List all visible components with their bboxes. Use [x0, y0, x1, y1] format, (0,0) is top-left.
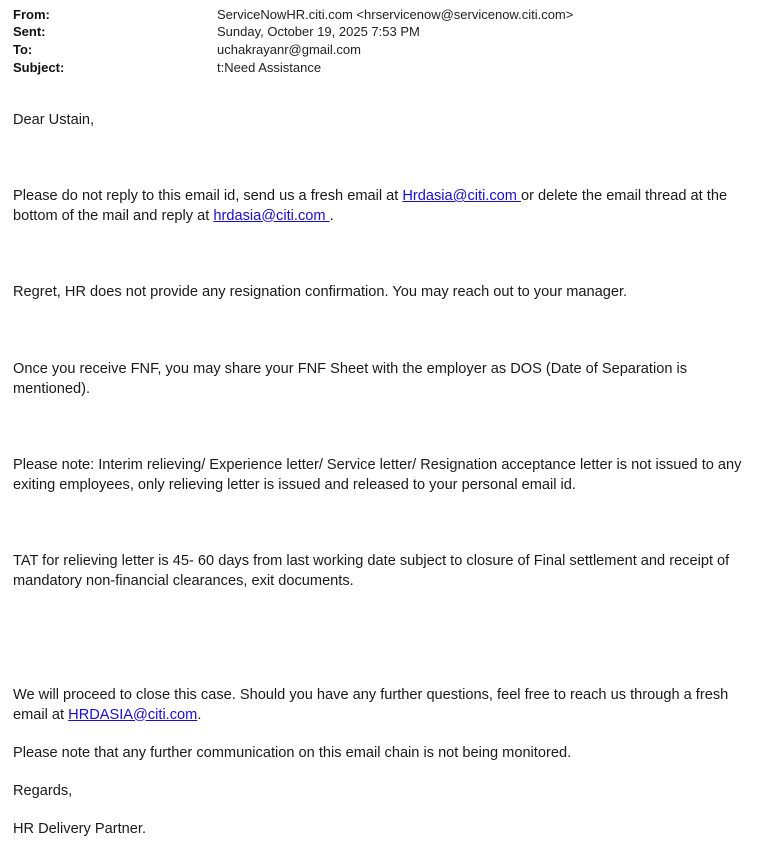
- email-header-to: [13, 41, 743, 59]
- subject-label: Subject:: [13, 60, 65, 75]
- from-label: From:: [13, 7, 50, 22]
- p6-text-a: We will proceed to close this case. Should you have any further questions, feel free to reach us through a fresh email at: [13, 687, 729, 723]
- paragraph-resignation-confirmation: Regret, HR does not provide any resignation confirmation. You may reach out to your manager.: [13, 284, 628, 300]
- paragraph-relieving-letters: Please note: Interim relieving/ Experience letter/ Service letter/ Resignation acceptance letter is not issued to any exiting employees, only relieving letter is issued and released to your personal email id.: [13, 457, 742, 493]
- greeting: Dear Ustain,: [13, 112, 95, 128]
- email-header-sent: [13, 23, 743, 41]
- sent-label: Sent:: [13, 24, 46, 39]
- regards: Regards,: [13, 783, 73, 799]
- hrdasia-reply-link[interactable]: hrdasia@citi.com: [213, 207, 330, 224]
- signature: HR Delivery Partner.: [13, 821, 147, 837]
- p6-text-b: .: [197, 706, 202, 723]
- to-label: To:: [13, 42, 33, 57]
- paragraph-tat: TAT for relieving letter is 45- 60 days from last working date subject to closure of Final settlement and receipt of mandatory non-financial clearances, exit documents.: [13, 553, 730, 589]
- paragraph-fnf: Once you receive FNF, you may share your FNF Sheet with the employer as DOS (Date of Separation is mentioned).: [13, 361, 688, 397]
- email-header-subject: [13, 59, 743, 77]
- hrdasia-upper-email-link[interactable]: HRDASIA@citi.com: [68, 706, 198, 723]
- hrdasia-email-link[interactable]: Hrdasia@citi.com: [402, 188, 521, 204]
- to-value: uchakrayanr@gmail.com: [217, 42, 361, 57]
- paragraph-do-not-reply: [13, 187, 743, 226]
- email-header-from: [13, 6, 743, 24]
- p1-text-a: Please do not reply to this email id, send us a fresh email at: [13, 188, 403, 204]
- p1-text-c: .: [329, 207, 334, 224]
- subject-value: t:Need Assistance: [217, 60, 322, 75]
- paragraph-close-case: [13, 686, 743, 725]
- paragraph-not-monitored: Please note that any further communication on this email chain is not being monitored.: [13, 745, 572, 761]
- sent-value: Sunday, October 19, 2025 7:53 PM: [217, 24, 420, 39]
- from-value: ServiceNowHR.citi.com <hrservicenow@servicenow.citi.com>: [217, 7, 574, 22]
- p1-text-b: or delete the email thread at the bottom of the mail and reply at: [13, 188, 728, 224]
